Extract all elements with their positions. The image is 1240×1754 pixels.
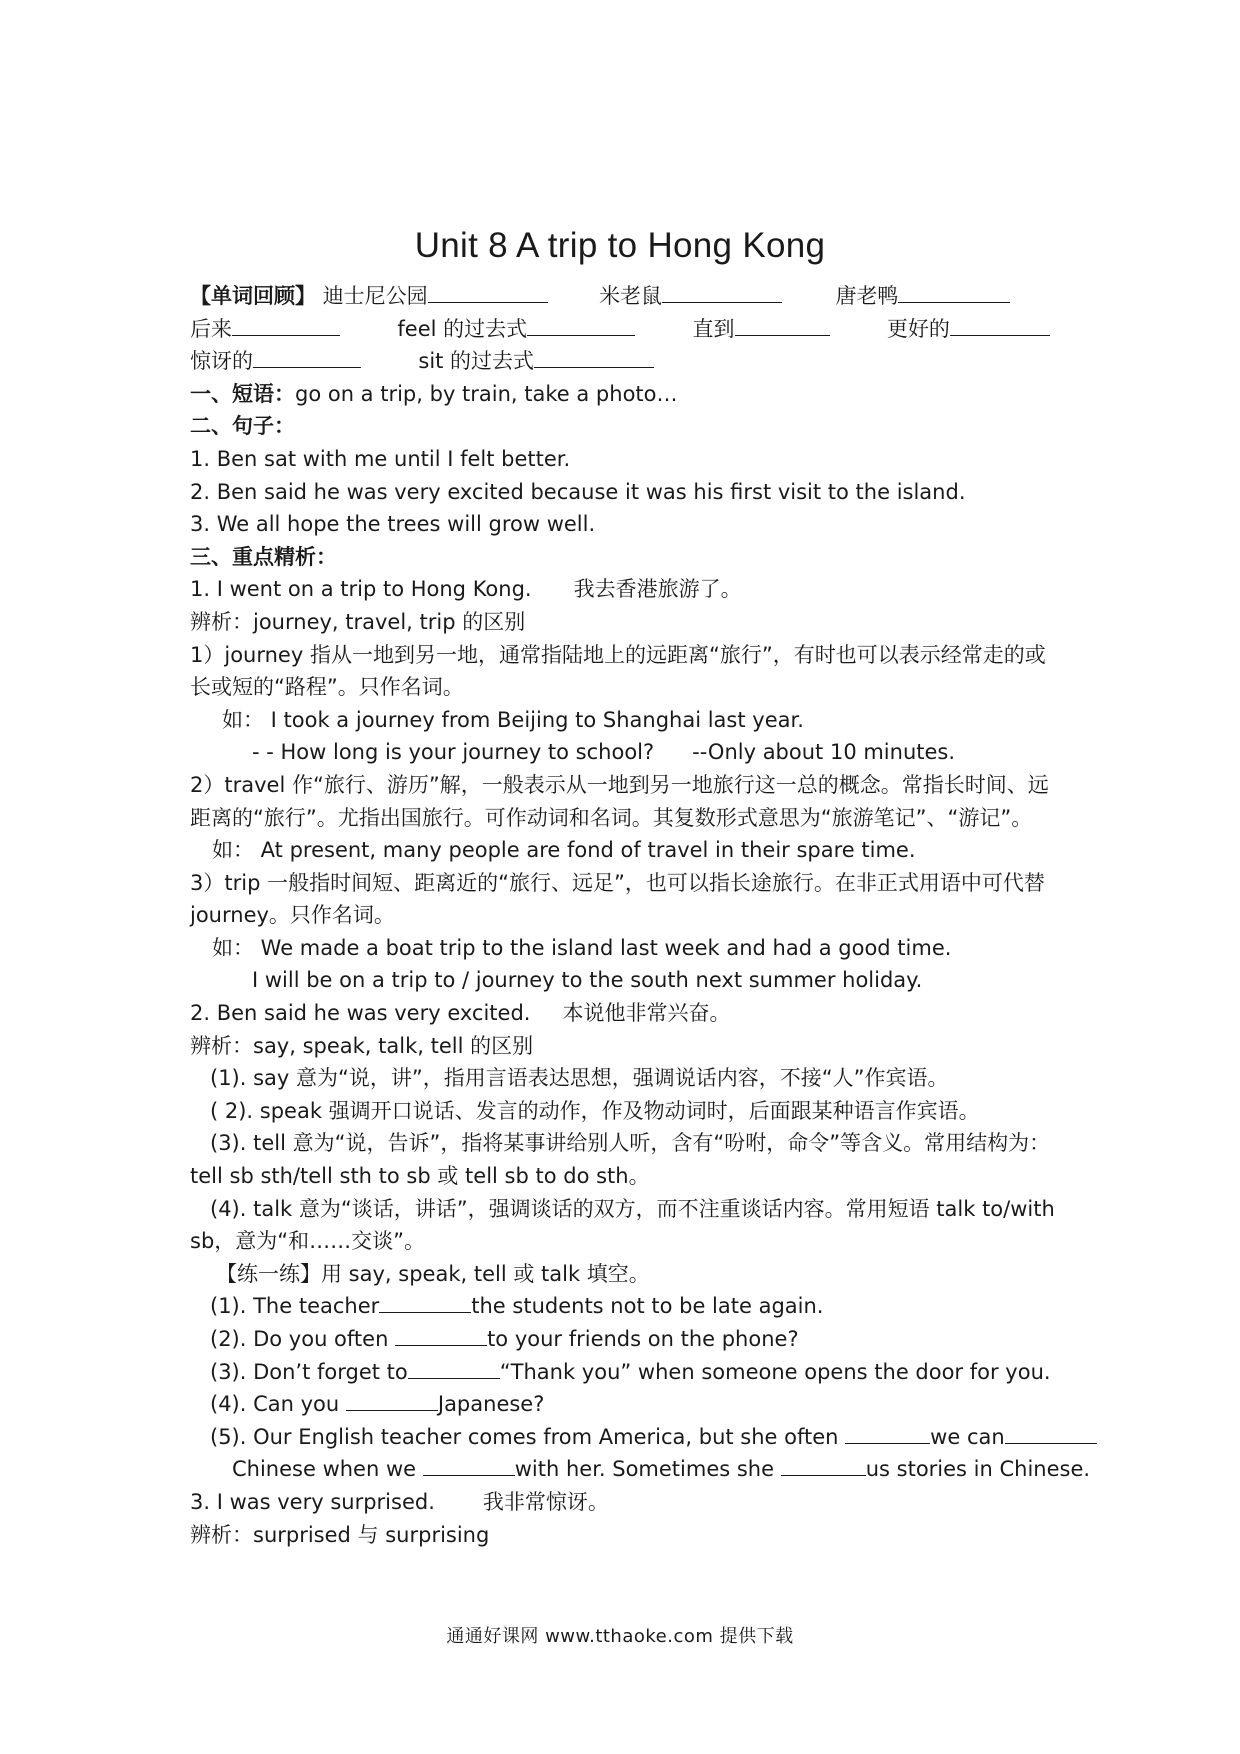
key-sentence: 1. I went on a trip to Hong Kong. xyxy=(190,577,532,602)
practice-heading: 【练一练】用 say, speak, tell 或 talk 填空。 xyxy=(216,1261,650,1286)
page-footer: 通通好课网 www.tthaoke.com 提供下载 xyxy=(446,1626,794,1647)
section-label: 一、短语： xyxy=(190,381,295,406)
exercise-text: (4). Can you xyxy=(210,1392,346,1417)
tell-definition: (3). tell 意为“说，告诉”，指将某事讲给别人听，含有“吩咐，命令”等含义。常用结构为：tell sb sth/tell sth to sb 或 tell sb to do sth。 xyxy=(190,1131,1051,1189)
answer-blank[interactable] xyxy=(735,313,830,336)
exercise-3 xyxy=(190,1356,1060,1389)
answer-blank[interactable] xyxy=(781,1453,866,1476)
answer-blank[interactable] xyxy=(534,345,654,368)
exercise-text: (5). Our English teacher comes from America, but she often xyxy=(210,1424,846,1449)
example-sentence: 如： We made a boat trip to the island last week and had a good time. xyxy=(212,935,952,960)
phrases-text: go on a trip, by train, take a photo… xyxy=(295,381,678,406)
key-translation: 本说他非常兴奋。 xyxy=(562,1001,731,1026)
key-translation: 我去香港旅游了。 xyxy=(573,577,742,602)
exercise-text: Chinese when we xyxy=(232,1457,423,1482)
example-answer: --Only about 10 minutes. xyxy=(692,740,956,765)
exercise-5 xyxy=(190,1421,1060,1454)
analysis-heading: 辨析：surprised 与 surprising xyxy=(190,1522,490,1547)
vocab-term: 后来 xyxy=(190,316,232,341)
exercise-1 xyxy=(190,1290,1060,1323)
answer-blank[interactable] xyxy=(950,313,1050,336)
speak-definition: ( 2). speak 强调开口说话、发言的动作，作及物动词时，后面跟某种语言作宾语。 xyxy=(210,1098,980,1123)
key-translation: 我非常惊讶。 xyxy=(482,1489,609,1514)
example-sentence: 如： At present, many people are fond of travel in their spare time. xyxy=(212,838,916,863)
vocab-term: 唐老鸭 xyxy=(835,284,899,308)
answer-blank[interactable] xyxy=(423,1453,515,1476)
vocab-term: 更好的 xyxy=(886,316,950,341)
example-sentence: 如： I took a journey from Beijing to Shanghai last year. xyxy=(222,707,804,732)
answer-blank[interactable] xyxy=(898,280,1010,303)
answer-blank[interactable] xyxy=(232,313,340,336)
vocab-term: sit 的过去式 xyxy=(418,349,535,374)
key-point-3 xyxy=(190,1486,1060,1519)
exercise-text: (3). Don’t forget to xyxy=(210,1359,408,1384)
section-label: 二、句子： xyxy=(190,414,295,439)
talk-definition: (4). talk 意为“谈话，讲话”，强调谈话的双方，而不注重谈话内容。常用短语 talk to/with sb，意为“和……交谈”。 xyxy=(190,1196,1055,1254)
example-question: - - How long is your journey to school? xyxy=(252,740,655,765)
vocab-term: feel 的过去式 xyxy=(397,316,528,341)
vocab-term: 米老鼠 xyxy=(599,284,663,308)
answer-blank[interactable] xyxy=(379,1290,471,1313)
answer-blank[interactable] xyxy=(346,1388,438,1411)
exercise-text: (2). Do you often xyxy=(210,1327,396,1351)
trip-definition: 3）trip 一般指时间短、距离近的“旅行、远足”，也可以指长途旅行。在非正式用语中可代替 journey。只作名词。 xyxy=(190,870,1045,928)
vocab-row-3 xyxy=(190,345,1060,378)
sentence: 1. Ben sat with me until I felt better. xyxy=(190,446,571,471)
say-definition: (1). say 意为“说，讲”，指用言语表达思想，强调说话内容，不接“人”作宾语。 xyxy=(210,1066,949,1091)
key-sentence: 2. Ben said he was very excited. xyxy=(190,1001,531,1026)
vocab-row-1 xyxy=(190,280,1060,313)
example-dialogue xyxy=(190,736,1060,769)
section-label: 三、重点精析： xyxy=(190,544,337,569)
sentence: 3. We all hope the trees will grow well. xyxy=(190,512,596,537)
answer-blank[interactable] xyxy=(662,280,782,303)
exercise-text: us stories in Chinese. xyxy=(865,1457,1091,1482)
analysis-heading: 辨析：journey, travel, trip 的区别 xyxy=(190,609,526,634)
exercise-4 xyxy=(190,1388,1060,1421)
vocab-term: 直到 xyxy=(692,316,735,341)
exercise-text: “Thank you” when someone opens the door for you. xyxy=(499,1359,1051,1384)
exercise-text: Japanese? xyxy=(437,1392,545,1417)
answer-blank[interactable] xyxy=(395,1323,487,1346)
phrases-section xyxy=(190,378,1060,411)
answer-blank[interactable] xyxy=(845,1421,930,1444)
key-sentence: 3. I was very surprised. xyxy=(190,1489,435,1514)
vocab-row-2 xyxy=(190,313,1060,346)
key-point-1 xyxy=(190,573,1060,606)
answer-blank[interactable] xyxy=(527,313,635,336)
vocab-term: 迪士尼公园 xyxy=(322,284,428,308)
exercise-5-continued xyxy=(190,1453,1091,1486)
exercise-text: we can xyxy=(930,1424,1005,1449)
vocab-heading: 【单词回顾】 xyxy=(190,284,316,308)
exercise-text: the students not to be late again. xyxy=(471,1294,824,1319)
travel-definition: 2）travel 作“旅行、游历”解，一般表示从一地到另一地旅行这一总的概念。常指长时间、远距离的“旅行”。尤指出国旅行。可作动词和名词。其复数形式意思为“旅游笔记”、“游记”。 xyxy=(190,772,1049,830)
example-sentence: I will be on a trip to / journey to the south next summer holiday. xyxy=(252,968,923,993)
key-point-2 xyxy=(190,997,1060,1030)
answer-blank[interactable] xyxy=(408,1356,500,1379)
answer-blank[interactable] xyxy=(1005,1421,1097,1444)
exercise-text: with her. Sometimes she xyxy=(514,1457,781,1482)
exercise-2 xyxy=(190,1323,1060,1356)
page-title: Unit 8 A trip to Hong Kong xyxy=(414,226,826,265)
vocab-term: 惊讶的 xyxy=(190,349,253,374)
sentence: 2. Ben said he was very excited because it was his first visit to the island. xyxy=(190,479,966,504)
analysis-heading: 辨析：say, speak, talk, tell 的区别 xyxy=(190,1033,534,1058)
answer-blank[interactable] xyxy=(253,345,361,368)
journey-definition: 1）journey 指从一地到另一地，通常指陆地上的远距离“旅行”，有时也可以表示经常走的或长或短的“路程”。只作名词。 xyxy=(190,642,1046,700)
exercise-text: to your friends on the phone? xyxy=(487,1327,799,1351)
answer-blank[interactable] xyxy=(428,280,548,303)
worksheet-content xyxy=(190,280,1091,1551)
exercise-text: (1). The teacher xyxy=(210,1294,380,1319)
